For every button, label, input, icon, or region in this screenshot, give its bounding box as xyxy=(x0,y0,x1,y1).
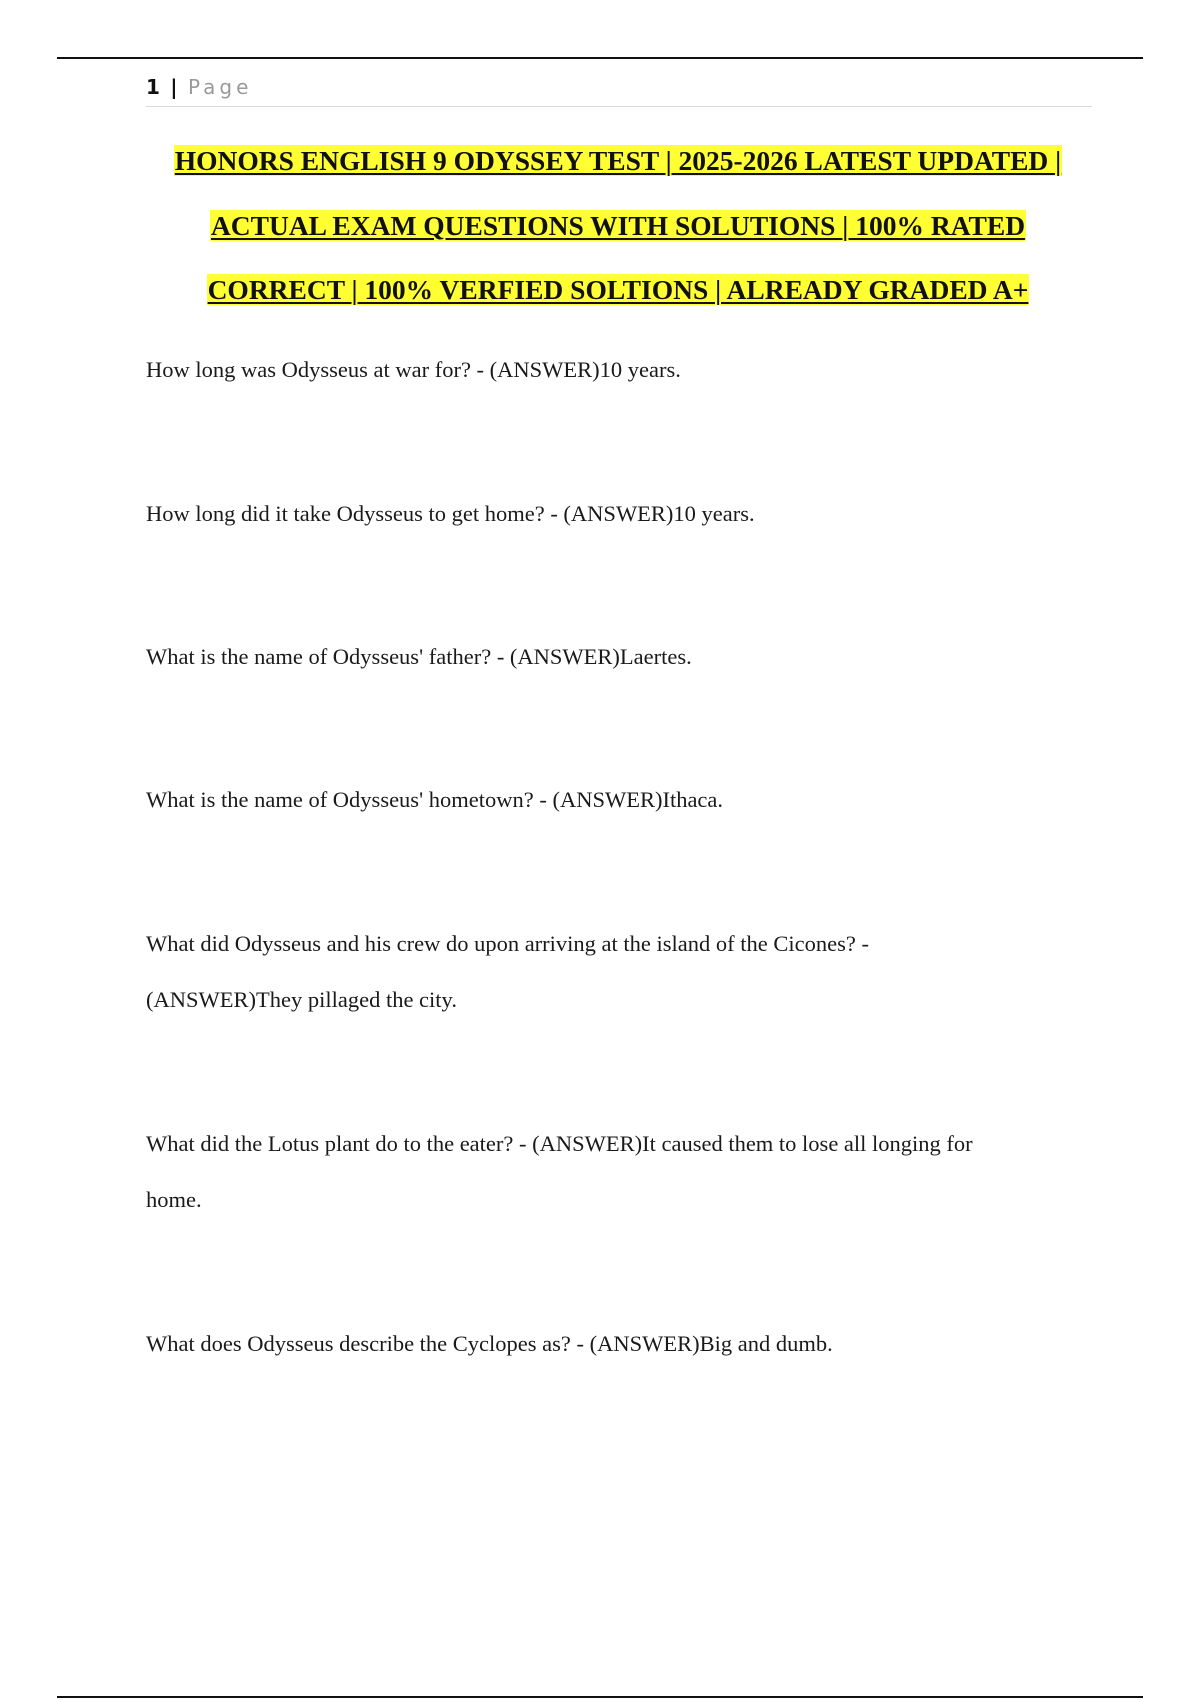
page-number: 1 xyxy=(146,75,160,99)
qa-text: What did the Lotus plant do to the eater? - (ANSWER)It caused them to lose all longing for xyxy=(146,1131,973,1156)
page-separator: | xyxy=(170,75,178,99)
title-line xyxy=(120,208,1116,273)
title-line xyxy=(120,272,1116,337)
title-line-text: ACTUAL EXAM QUESTIONS WITH SOLUTIONS | 100% RATED xyxy=(210,209,1026,241)
qa-item xyxy=(146,1116,1076,1228)
qa-item xyxy=(146,486,1076,542)
title-line-text: HONORS ENGLISH 9 ODYSSEY TEST | 2025-2026 LATEST UPDATED | xyxy=(174,145,1062,176)
qa-item xyxy=(146,342,1076,398)
qa-item xyxy=(146,916,1076,1028)
title-line xyxy=(120,143,1116,208)
qa-text: How long did it take Odysseus to get home? - (ANSWER)10 years. xyxy=(146,501,755,526)
document-title xyxy=(120,143,1116,337)
qa-text: What is the name of Odysseus' father? - (ANSWER)Laertes. xyxy=(146,644,692,669)
qa-item xyxy=(146,629,1076,685)
top-rule xyxy=(57,57,1143,59)
qa-text: What is the name of Odysseus' hometown? - (ANSWER)Ithaca. xyxy=(146,787,724,812)
page-header xyxy=(146,74,1092,107)
title-line-text: CORRECT | 100% VERFIED SOLTIONS | ALREADY GRADED A+ xyxy=(207,274,1029,305)
qa-text: (ANSWER)They pillaged the city. xyxy=(146,987,457,1012)
qa-text: home. xyxy=(146,1187,202,1212)
page-label: Page xyxy=(187,75,253,99)
qa-text: What did Odysseus and his crew do upon arriving at the island of the Cicones? - xyxy=(146,931,869,956)
qa-text: What does Odysseus describe the Cyclopes as? - (ANSWER)Big and dumb. xyxy=(146,1331,833,1356)
qa-text: How long was Odysseus at war for? - (ANSWER)10 years. xyxy=(146,357,681,382)
qa-item xyxy=(146,772,1076,828)
qa-item xyxy=(146,1316,1076,1372)
bottom-rule xyxy=(57,1696,1143,1698)
